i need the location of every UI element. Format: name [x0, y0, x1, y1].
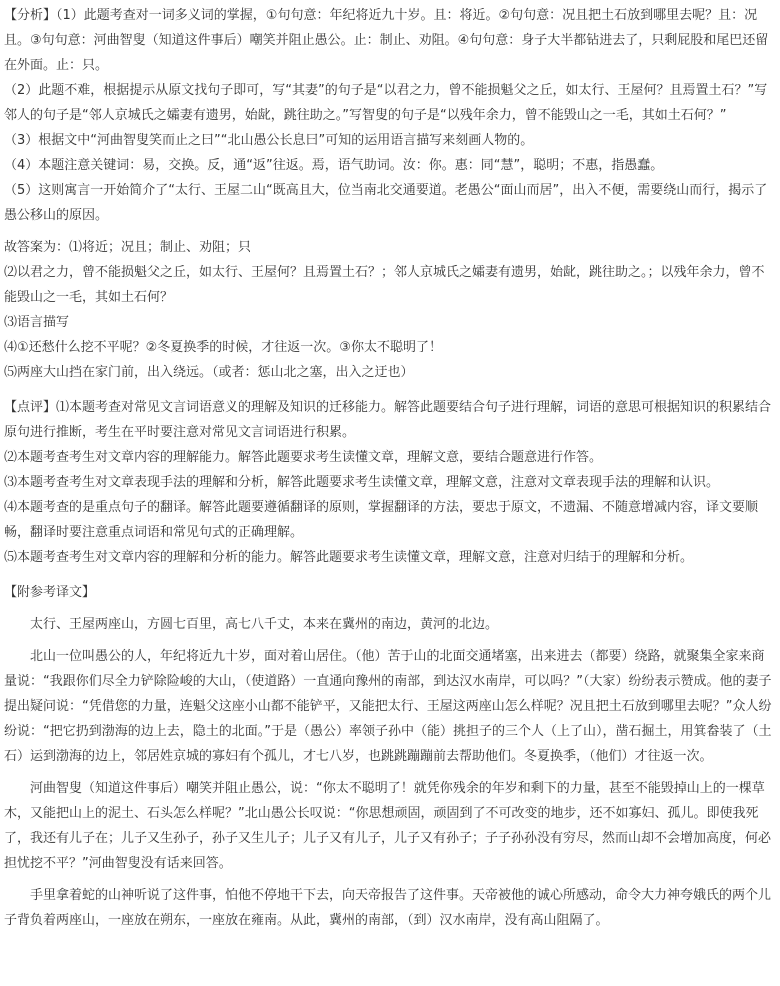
- analysis-heading: 【分析】: [4, 8, 57, 23]
- translation-section: [4, 580, 776, 933]
- section-gap: [4, 570, 776, 580]
- analysis-item-1: 【分析】（1）此题考查对一词多义词的掌握，①句句意：年纪将近九十岁。且：将近。②句句意：况且把土石放到哪里去呢？且：况且。③句句意：河曲智叟（知道这件事后）嘲笑并阻止愚公。止：制止、劝阻。④句句意：身子大半都钻进去了，只剩屁股和尾巴还留在外面。止：只。: [4, 8, 769, 73]
- translation-heading: 【附参考译文】: [4, 585, 96, 600]
- section-gap: [4, 228, 776, 235]
- paragraph-gap: [4, 637, 776, 644]
- comment-item-4: ⑷本题考查的是重点句子的翻译。解答此题要遵循翻译的原则，掌握翻译的方法，要忠于原文，不遗漏、不随意增减内容，译文要顺畅，翻译时要注意重点词语和常见句式的正确理解。: [4, 500, 759, 540]
- analysis-item-5: （5）这则寓言一开始简介了“太行、王屋二山“既高且大，位当南北交通要道。老愚公“面山而居”，出入不便，需要绕山而行，揭示了愚公移山的原因。: [4, 183, 768, 223]
- comment-item-3: ⑶本题考查考生对文章表现手法的理解和分析，解答此题要求考生读懂文章，理解文意，注意对文章表现手法的理解和认识。: [4, 475, 720, 490]
- answer-item-5: ⑸两座大山挡在家门前，出入绕远。（或者：惩山北之塞，出入之迂也）: [4, 365, 414, 380]
- comment-section: [4, 395, 776, 570]
- translation-paragraph-1: 太行、王屋两座山，方圆七百里，高七八千丈，本来在冀州的南边，黄河的北边。: [30, 617, 499, 632]
- analysis-item-2: （2）此题不难，根据提示从原文找句子即可，写“其妻”的句子是“以君之力，曾不能损魁父之丘，如太行、王屋何？且焉置土石？”写邻人的句子是“邻人京城氏之孀妻有遗男，始龀，跳往助之。”写智叟的句子是“以残年余力，曾不能毁山之一毛，其如土石何？”: [4, 83, 768, 123]
- answer-item-3: ⑶语言描写: [4, 315, 70, 330]
- answer-intro: 故答案为：⑴将近；况且；制止、劝阻；只: [4, 240, 252, 255]
- answer-item-4: ⑷①还愁什么挖不平呢？②冬夏换季的时候，才往返一次。③你太不聪明了！: [4, 340, 442, 355]
- paragraph-gap: [4, 605, 776, 612]
- section-gap: [4, 385, 776, 395]
- translation-paragraph-2: 北山一位叫愚公的人，年纪将近九十岁，面对着山居住。（他）苦于山的北面交通堵塞，出来进去（都要）绕路，就聚集全家来商量说：“我跟你们尽全力铲除险峻的大山，（使道路）一直通向豫州的南部，到达汉水南岸，可以吗？”（大家）纷纷表示赞成。他的妻子提出疑问说：“凭借您的力量，连魁父这座小山都不能铲平，又能把太行、王屋这两座山怎么样呢？况且把土石放到哪里去呢？”众人纷纷说：“把它扔到渤海的边上去，隐土的北面。”于是（愚公）率领子孙中（能）挑担子的三个人（上了山），凿石掘土，用箕畚装了（土石）运到渤海的边上，邻居姓京城的寡妇有个孤儿，才七八岁，也跳跳蹦蹦前去帮助他们。冬夏换季，（他们）才往返一次。: [4, 649, 772, 764]
- answer-section: [4, 235, 776, 385]
- translation-paragraph-3: 河曲智叟（知道这件事后）嘲笑并阻止愚公，说：“你太不聪明了！就凭你残余的年岁和剩下的力量，甚至不能毁掉山上的一棵草木，又能把山上的泥土、石头怎么样呢？”北山愚公长叹说：“你思想顽固，顽固到了不可改变的地步，还不如寡妇、孤儿。即使我死了，我还有儿子在；儿子又生孙子，孙子又生儿子；儿子又有儿子，儿子又有孙子；子子孙孙没有穷尽，然而山却不会增加高度，何必担忧挖不平？”河曲智叟没有话来回答。: [4, 781, 772, 871]
- comment-heading: 【点评】: [4, 400, 57, 415]
- analysis-section: [4, 3, 776, 228]
- comment-item-5: ⑸本题考查考生对文章内容的理解和分析的能力。解答此题要求考生读懂文章，理解文意，注意对归结于的理解和分析。: [4, 550, 694, 565]
- comment-item-2: ⑵本题考查考生对文章内容的理解能力。解答此题要求考生读懂文章，理解文意，要结合题意进行作答。: [4, 450, 603, 465]
- translation-paragraph-4: 手里拿着蛇的山神听说了这件事，怕他不停地干下去，向天帝报告了这件事。天帝被他的诚心所感动，命令大力神夸娥氏的两个儿子背负着两座山，一座放在朔东，一座放在雍南。从此，冀州的南部，（到）汉水南岸，没有高山阻隔了。: [4, 888, 772, 928]
- analysis-item-3: （3）根据文中“河曲智叟笑而止之曰”“北山愚公长息曰”可知的运用语言描写来刻画人物的。: [4, 133, 534, 148]
- answer-item-2: ⑵以君之力，曾不能损魁父之丘，如太行、王屋何？且焉置土石？；邻人京城氏之孀妻有遗男，始龀，跳往助之。；以残年余力，曾不能毁山之一毛，其如土石何？: [4, 265, 765, 305]
- analysis-item-4: （4）本题注意关键词：易，交换。反，通“返”往返。焉，语气助词。汝：你。惠：同“慧”，聪明；不惠，指愚蠢。: [4, 158, 664, 173]
- comment-item-1: 【点评】⑴本题考查对常见文言词语意义的理解及知识的迁移能力。解答此题要结合句子进行理解，词语的意思可根据知识的积累结合原句进行推断，考生在平时要注意对常见文言词语进行积累。: [4, 400, 772, 440]
- paragraph-gap: [4, 769, 776, 776]
- paragraph-gap: [4, 876, 776, 883]
